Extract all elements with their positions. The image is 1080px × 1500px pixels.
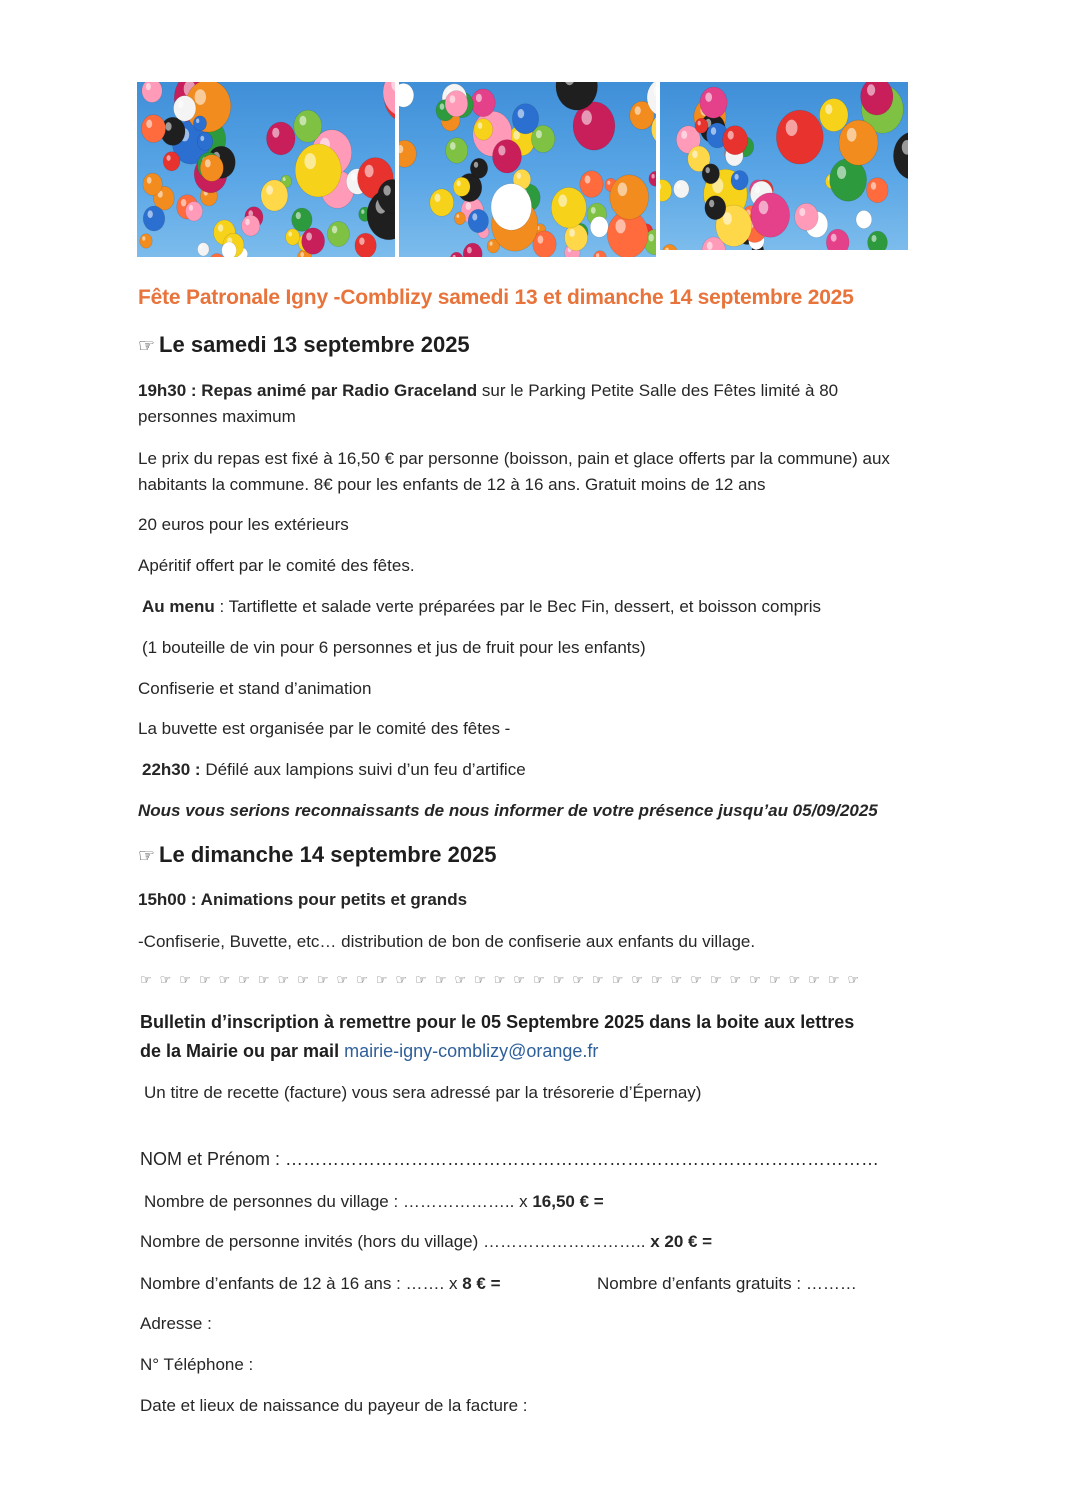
balloon-highlight xyxy=(148,210,153,218)
balloon-highlight xyxy=(196,119,199,124)
balloon-highlight xyxy=(692,150,698,158)
balloon-highlight xyxy=(457,214,460,218)
balloon-highlight xyxy=(200,136,204,141)
balloon-highlight xyxy=(450,142,456,150)
balloon-highlight xyxy=(618,183,628,197)
balloon-highlight xyxy=(652,174,655,179)
balloon xyxy=(454,212,465,225)
children-count-field[interactable] xyxy=(140,1271,501,1297)
balloon xyxy=(197,133,213,151)
exterior-price: 20 euros pour les extérieurs xyxy=(138,515,349,534)
balloon-highlight xyxy=(189,205,193,211)
balloon xyxy=(839,120,878,165)
balloon xyxy=(551,187,586,228)
balloon xyxy=(674,180,690,198)
balloon-highlight xyxy=(272,128,279,138)
menu-line xyxy=(142,594,821,620)
balloon-highlight xyxy=(450,95,456,103)
balloon xyxy=(286,229,300,245)
parade-line xyxy=(142,757,526,783)
balloon xyxy=(142,82,162,103)
balloon xyxy=(700,87,727,118)
balloon-highlight xyxy=(616,219,626,233)
balloon-highlight xyxy=(361,210,364,214)
balloon-highlight xyxy=(872,235,877,242)
balloon-highlight xyxy=(498,145,505,155)
village-count-field[interactable] xyxy=(144,1189,604,1215)
balloon-highlight xyxy=(225,245,229,250)
balloon xyxy=(695,118,708,133)
balloon xyxy=(261,180,288,211)
balloon-highlight xyxy=(698,121,701,126)
balloon xyxy=(594,251,607,257)
balloon xyxy=(445,91,468,117)
balloon-highlight xyxy=(558,195,567,207)
balloon xyxy=(731,171,748,191)
balloon xyxy=(453,177,470,196)
balloon xyxy=(491,184,532,231)
balloon-highlight xyxy=(300,252,304,257)
balloons-image xyxy=(399,82,656,257)
guests-price: x 20 € = xyxy=(650,1232,713,1251)
balloon-highlight xyxy=(755,186,761,194)
balloon xyxy=(493,140,522,173)
balloon-highlight xyxy=(707,242,713,250)
balloon xyxy=(140,234,152,248)
saturday-heading xyxy=(138,332,470,358)
guests-count-field[interactable] xyxy=(140,1229,712,1255)
menu-label: Au menu xyxy=(142,597,215,616)
balloon xyxy=(430,189,454,216)
balloon xyxy=(826,229,849,250)
parade-time: 22h30 : xyxy=(142,760,201,779)
balloon xyxy=(193,116,206,131)
name-field[interactable]: NOM et Prénom : ……………………………………………………………………………………… xyxy=(140,1149,880,1169)
balloon-highlight xyxy=(146,83,151,90)
balloon xyxy=(174,96,196,122)
balloon-highlight xyxy=(825,104,832,114)
balloon-highlight xyxy=(195,89,206,105)
free-children-field[interactable]: Nombre d’enfants gratuits : ……… xyxy=(597,1274,857,1293)
balloon-highlight xyxy=(205,159,211,167)
balloon-highlight xyxy=(474,162,478,168)
balloon xyxy=(295,144,341,197)
balloon-highlight xyxy=(681,131,687,139)
balloon-highlight xyxy=(709,200,714,207)
balloon xyxy=(468,209,488,232)
confectionery-note: Confiserie et stand d’animation xyxy=(138,679,372,698)
balloon-highlight xyxy=(332,226,337,234)
balloon-highlight xyxy=(146,120,152,128)
balloon-highlight xyxy=(359,238,364,245)
balloon xyxy=(143,206,165,231)
rsvp-note: Nous vous serions reconnaissants de nous informer de votre présence jusqu’au 05/09/2025 xyxy=(138,801,878,820)
village-price: 16,50 € = xyxy=(532,1192,604,1211)
balloon xyxy=(450,252,463,257)
balloon xyxy=(294,110,322,142)
bulletin-line-2-text: de la Mairie ou par mail xyxy=(140,1041,345,1061)
bulletin-line-2 xyxy=(140,1037,598,1066)
balloon xyxy=(856,210,872,228)
balloon-highlight xyxy=(440,103,445,109)
balloon-highlight xyxy=(831,234,837,242)
bulletin-line-1: Bulletin d’inscription à remettre pour le 05 Septembre 2025 dans la boite aux lettres xyxy=(140,1012,855,1032)
guests-count-label: Nombre de personne invités (hors du village) ……………………….. xyxy=(140,1232,651,1251)
balloon-highlight xyxy=(165,122,171,131)
balloon-highlight xyxy=(467,247,472,254)
balloon-highlight xyxy=(178,100,184,108)
balloon-highlight xyxy=(296,212,301,219)
balloon-highlight xyxy=(142,236,145,240)
birth-info-field[interactable]: Date et lieux de naissance du payeur de la facture : xyxy=(140,1396,528,1415)
pointing-hand-separator: ☞☞☞☞☞☞☞☞☞☞☞☞☞☞☞☞☞☞☞☞☞☞☞☞☞☞☞☞☞☞☞☞☞☞☞☞☞ xyxy=(140,972,868,987)
balloon xyxy=(292,208,312,231)
balloon-highlight xyxy=(435,194,441,202)
balloon-highlight xyxy=(181,199,186,206)
pointing-hand-icon: ☞ xyxy=(138,336,156,357)
balloon-highlight xyxy=(478,122,483,129)
balloon xyxy=(163,152,180,171)
balloon xyxy=(222,242,237,257)
mairie-email-link[interactable]: mairie-igny-comblizy@orange.fr xyxy=(344,1041,599,1061)
balloon-highlight xyxy=(569,229,575,237)
balloon xyxy=(867,178,889,203)
balloon xyxy=(327,221,349,246)
balloon-highlight xyxy=(759,201,769,215)
balloon xyxy=(820,99,849,132)
balloon-highlight xyxy=(266,185,273,194)
sunday-confectionery: -Confiserie, Buvette, etc… distribution de bon de confiserie aux enfants du village. xyxy=(138,932,756,951)
balloon xyxy=(470,158,487,178)
price-line-2: habitants la commune. 8€ pour les enfants de 12 à 16 ans. Gratuit moins de 12 ans xyxy=(138,475,766,494)
balloon-highlight xyxy=(837,166,846,179)
balloon xyxy=(662,244,678,250)
balloon-highlight xyxy=(705,93,712,102)
children-count-label: Nombre d’enfants de 12 à 16 ans : ……. x xyxy=(140,1274,463,1293)
balloon xyxy=(776,110,823,164)
village-count-label: Nombre de personnes du village : ……………….. x xyxy=(144,1192,533,1211)
balloon-highlight xyxy=(499,192,509,206)
balloon xyxy=(242,215,260,236)
balloon-highlight xyxy=(218,224,223,232)
balloon-highlight xyxy=(365,165,374,178)
balloon xyxy=(463,243,482,257)
balloon-highlight xyxy=(517,173,521,179)
balloons-image xyxy=(660,82,908,250)
sunday-heading xyxy=(138,842,497,868)
balloon xyxy=(512,104,538,134)
balloon-highlight xyxy=(299,116,306,126)
balloon-highlight xyxy=(871,182,876,190)
balloon xyxy=(267,122,296,155)
balloon-highlight xyxy=(635,106,641,115)
balloon xyxy=(580,171,603,198)
balloon-highlight xyxy=(147,177,152,184)
balloon-highlight xyxy=(607,181,610,185)
balloon xyxy=(355,233,376,257)
balloon xyxy=(302,228,325,254)
balloon-highlight xyxy=(728,131,734,140)
balloon-highlight xyxy=(594,220,599,226)
phone-field[interactable]: N° Téléphone : xyxy=(140,1355,254,1374)
balloon-highlight xyxy=(799,208,805,216)
address-field[interactable]: Adresse : xyxy=(140,1314,212,1333)
balloon xyxy=(795,203,819,230)
balloon xyxy=(185,202,202,222)
balloon-highlight xyxy=(200,245,203,249)
balloon-highlight xyxy=(472,213,477,220)
balloon xyxy=(399,83,414,107)
balloon-highlight xyxy=(306,233,312,241)
balloon-highlight xyxy=(859,214,863,220)
balloon-highlight xyxy=(490,242,493,246)
balloon-highlight xyxy=(585,175,591,183)
aperitif-note: Apéritif offert par le comité des fêtes. xyxy=(138,556,415,575)
balloon xyxy=(723,126,748,155)
sunday-heading-text: Le dimanche 14 septembre 2025 xyxy=(159,842,497,867)
dinner-capacity: personnes maximum xyxy=(138,407,296,426)
balloon-highlight xyxy=(536,130,542,138)
balloon-highlight xyxy=(538,236,544,244)
balloon-highlight xyxy=(167,155,171,161)
balloon xyxy=(200,155,223,182)
dinner-time: 19h30 : Repas animé par Radio Graceland xyxy=(138,381,478,400)
balloon-highlight xyxy=(786,120,798,136)
balloon-highlight xyxy=(867,84,875,95)
balloon xyxy=(705,196,726,220)
balloon xyxy=(474,119,493,141)
balloon-highlight xyxy=(288,232,292,237)
menu-note: (1 bouteille de vin pour 6 personnes et jus de fruit pour les enfants) xyxy=(142,638,646,657)
pointing-hand-icon: ☞ xyxy=(138,846,156,867)
bar-note: La buvette est organisée par le comité des fêtes - xyxy=(138,719,511,738)
balloon-highlight xyxy=(677,183,681,188)
activities-line: 15h00 : Animations pour petits et grands xyxy=(138,890,468,909)
balloon-highlight xyxy=(245,219,250,225)
balloon-highlight xyxy=(591,207,596,214)
balloon-highlight xyxy=(518,109,525,118)
balloon xyxy=(590,217,608,238)
saturday-heading-text: Le samedi 13 septembre 2025 xyxy=(159,332,470,357)
balloon xyxy=(610,175,649,220)
balloon xyxy=(649,171,656,186)
balloon xyxy=(198,243,210,256)
balloon xyxy=(868,231,888,250)
children-price: 8 € = xyxy=(462,1274,501,1293)
balloon xyxy=(141,115,165,143)
balloon-highlight xyxy=(283,177,286,181)
balloon-highlight xyxy=(649,234,654,242)
balloon xyxy=(446,138,468,164)
dinner-location: sur le Parking Petite Salle des Fêtes limité à 80 xyxy=(477,381,839,400)
balloon-highlight xyxy=(351,173,357,181)
event-title: Fête Patronale Igny -Comblizy samedi 13 et dimanche 14 septembre 2025 xyxy=(138,286,854,309)
balloon xyxy=(660,180,672,202)
balloon-highlight xyxy=(582,110,592,125)
balloon xyxy=(399,140,416,167)
balloon xyxy=(861,82,893,115)
balloon-highlight xyxy=(304,153,316,169)
balloon-highlight xyxy=(457,181,461,187)
price-line-1: Le prix du repas est fixé à 16,50 € par personne (boisson, pain et glace offerts par la commune) aux xyxy=(138,449,890,468)
invoice-note: Un titre de recette (facture) vous sera adressé par la trésorerie d’Épernay) xyxy=(144,1083,702,1102)
balloon-highlight xyxy=(711,127,716,135)
parade-text: Défilé aux lampions suivi d’un feu d’artifice xyxy=(200,760,526,779)
balloon-highlight xyxy=(706,167,710,173)
menu-text: : Tartiflette et salade verte préparées par le Bec Fin, dessert, et boisson compris xyxy=(214,597,822,616)
dinner-line xyxy=(138,378,838,404)
balloon-highlight xyxy=(466,202,472,210)
balloon-highlight xyxy=(383,185,390,195)
balloon-highlight xyxy=(735,174,739,180)
balloon xyxy=(751,193,790,237)
balloon xyxy=(471,89,495,117)
balloon-highlight xyxy=(476,94,482,102)
balloon-highlight xyxy=(847,128,857,142)
balloon xyxy=(702,164,719,184)
balloon xyxy=(143,173,162,195)
balloons-image xyxy=(137,82,395,257)
balloon xyxy=(893,132,908,180)
